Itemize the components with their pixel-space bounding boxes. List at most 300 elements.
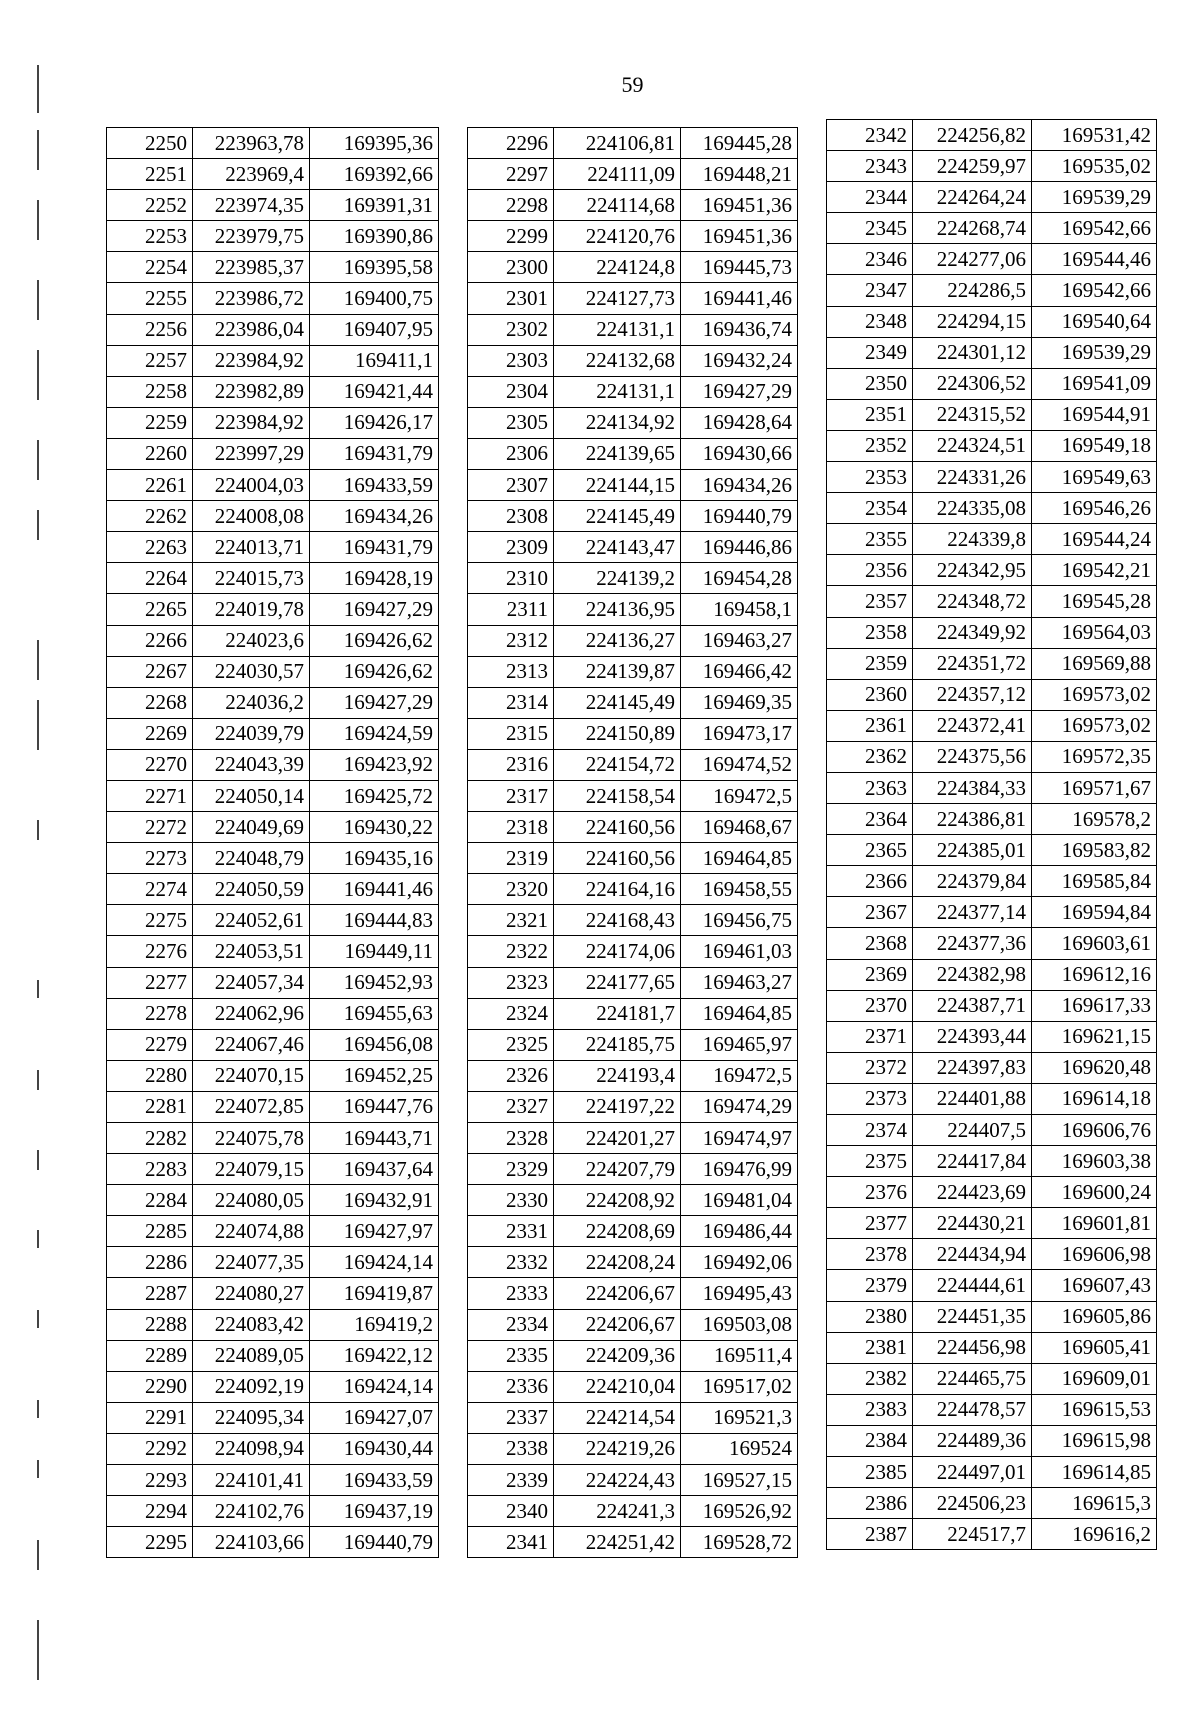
table-row [827,1146,1157,1177]
x-coordinate-cell: 224465,75 [913,1363,1032,1394]
table-row [107,1527,439,1558]
y-coordinate-cell: 169461,03 [681,936,798,967]
y-coordinate-cell: 169426,62 [310,656,439,687]
y-coordinate-cell: 169446,86 [681,532,798,563]
y-coordinate-cell: 169424,14 [310,1371,439,1402]
y-coordinate-cell: 169463,27 [681,625,798,656]
point-number-cell: 2345 [827,213,913,244]
y-coordinate-cell: 169455,63 [310,998,439,1029]
table-row [107,470,439,501]
y-coordinate-cell: 169430,44 [310,1433,439,1464]
point-number-cell: 2384 [827,1425,913,1456]
table-row [107,687,439,718]
x-coordinate-cell: 224506,23 [913,1488,1032,1519]
table-row [827,524,1157,555]
table-row [827,430,1157,461]
x-coordinate-cell: 224417,84 [913,1146,1032,1177]
x-coordinate-cell: 224143,47 [554,532,681,563]
point-number-cell: 2250 [107,128,193,159]
table-row [827,959,1157,990]
y-coordinate-cell: 169605,86 [1032,1301,1157,1332]
table-row [827,462,1157,493]
point-number-cell: 2330 [468,1185,554,1216]
point-number-cell: 2298 [468,190,554,221]
table-row [468,1123,798,1154]
table-row [827,648,1157,679]
table-row [107,1216,439,1247]
table-row [468,843,798,874]
table-row [827,1239,1157,1270]
point-number-cell: 2368 [827,928,913,959]
point-number-cell: 2331 [468,1216,554,1247]
x-coordinate-cell: 224379,84 [913,866,1032,897]
y-coordinate-cell: 169435,16 [310,843,439,874]
y-coordinate-cell: 169456,08 [310,1029,439,1060]
x-coordinate-cell: 224241,3 [554,1496,681,1527]
x-coordinate-cell: 224144,15 [554,470,681,501]
binding-mark [37,200,39,240]
table-row [827,1363,1157,1394]
x-coordinate-cell: 224259,97 [913,151,1032,182]
table-row [107,843,439,874]
point-number-cell: 2352 [827,430,913,461]
y-coordinate-cell: 169444,83 [310,905,439,936]
point-number-cell: 2297 [468,159,554,190]
y-coordinate-cell: 169549,18 [1032,430,1157,461]
point-number-cell: 2261 [107,470,193,501]
point-number-cell: 2339 [468,1465,554,1496]
point-number-cell: 2346 [827,244,913,275]
table-row [827,275,1157,306]
table-row [468,1433,798,1464]
y-coordinate-cell: 169428,19 [310,563,439,594]
table-row [107,998,439,1029]
point-number-cell: 2385 [827,1457,913,1488]
point-number-cell: 2374 [827,1115,913,1146]
point-number-cell: 2349 [827,337,913,368]
x-coordinate-cell: 224015,73 [193,563,310,594]
point-number-cell: 2347 [827,275,913,306]
point-number-cell: 2274 [107,874,193,905]
table-row [827,1519,1157,1550]
x-coordinate-cell: 224030,57 [193,656,310,687]
point-number-cell: 2287 [107,1278,193,1309]
binding-mark [37,280,39,320]
table-row [107,345,439,376]
x-coordinate-cell: 224387,71 [913,990,1032,1021]
point-number-cell: 2380 [827,1301,913,1332]
y-coordinate-cell: 169546,26 [1032,493,1157,524]
x-coordinate-cell: 224385,01 [913,835,1032,866]
point-number-cell: 2270 [107,749,193,780]
y-coordinate-cell: 169424,59 [310,718,439,749]
table-row [827,1425,1157,1456]
x-coordinate-cell: 224201,27 [554,1123,681,1154]
point-number-cell: 2382 [827,1363,913,1394]
y-coordinate-cell: 169527,15 [681,1465,798,1496]
y-coordinate-cell: 169571,67 [1032,772,1157,803]
x-coordinate-cell: 224393,44 [913,1021,1032,1052]
y-coordinate-cell: 169606,98 [1032,1239,1157,1270]
point-number-cell: 2341 [468,1527,554,1558]
point-number-cell: 2361 [827,710,913,741]
x-coordinate-cell: 224013,71 [193,532,310,563]
x-coordinate-cell: 224070,15 [193,1060,310,1091]
y-coordinate-cell: 169544,46 [1032,244,1157,275]
point-number-cell: 2272 [107,812,193,843]
point-number-cell: 2296 [468,128,554,159]
point-number-cell: 2262 [107,501,193,532]
x-coordinate-cell: 224339,8 [913,524,1032,555]
table-row [468,470,798,501]
table-row [827,897,1157,928]
y-coordinate-cell: 169391,31 [310,190,439,221]
x-coordinate-cell: 224124,8 [554,252,681,283]
table-row [468,345,798,376]
point-number-cell: 2379 [827,1270,913,1301]
table-row [107,718,439,749]
x-coordinate-cell: 224451,35 [913,1301,1032,1332]
point-number-cell: 2338 [468,1433,554,1464]
x-coordinate-cell: 224049,69 [193,812,310,843]
x-coordinate-cell: 223986,04 [193,314,310,345]
point-number-cell: 2299 [468,221,554,252]
table-row [107,407,439,438]
x-coordinate-cell: 224158,54 [554,780,681,811]
x-coordinate-cell: 224407,5 [913,1115,1032,1146]
point-number-cell: 2252 [107,190,193,221]
y-coordinate-cell: 169542,66 [1032,275,1157,306]
y-coordinate-cell: 169465,97 [681,1029,798,1060]
x-coordinate-cell: 224210,04 [554,1371,681,1402]
x-coordinate-cell: 224114,68 [554,190,681,221]
x-coordinate-cell: 224384,33 [913,772,1032,803]
y-coordinate-cell: 169617,33 [1032,990,1157,1021]
point-number-cell: 2348 [827,306,913,337]
table-row [107,1496,439,1527]
table-row [827,617,1157,648]
y-coordinate-cell: 169395,58 [310,252,439,283]
table-row [107,812,439,843]
table-row [468,1060,798,1091]
point-number-cell: 2334 [468,1309,554,1340]
table-row [107,283,439,314]
x-coordinate-cell: 224168,43 [554,905,681,936]
point-number-cell: 2301 [468,283,554,314]
table-row [827,586,1157,617]
table-row [827,772,1157,803]
y-coordinate-cell: 169400,75 [310,283,439,314]
y-coordinate-cell: 169425,72 [310,780,439,811]
x-coordinate-cell: 224209,36 [554,1340,681,1371]
x-coordinate-cell: 224377,36 [913,928,1032,959]
table-row [827,120,1157,151]
point-number-cell: 2291 [107,1402,193,1433]
x-coordinate-cell: 224219,26 [554,1433,681,1464]
table-row [468,1496,798,1527]
table-row [468,159,798,190]
y-coordinate-cell: 169517,02 [681,1371,798,1402]
table-row [468,1309,798,1340]
y-coordinate-cell: 169614,18 [1032,1083,1157,1114]
table-row [107,1340,439,1371]
table-row [468,625,798,656]
point-number-cell: 2370 [827,990,913,1021]
point-number-cell: 2335 [468,1340,554,1371]
x-coordinate-cell: 224004,03 [193,470,310,501]
x-coordinate-cell: 223974,35 [193,190,310,221]
x-coordinate-cell: 224160,56 [554,812,681,843]
table-row [827,1115,1157,1146]
x-coordinate-cell: 224036,2 [193,687,310,718]
y-coordinate-cell: 169474,29 [681,1091,798,1122]
y-coordinate-cell: 169468,67 [681,812,798,843]
coordinates-table-1 [106,127,439,1558]
x-coordinate-cell: 224132,68 [554,345,681,376]
table-row [468,656,798,687]
y-coordinate-cell: 169451,36 [681,221,798,252]
point-number-cell: 2355 [827,524,913,555]
y-coordinate-cell: 169535,02 [1032,151,1157,182]
y-coordinate-cell: 169544,91 [1032,399,1157,430]
point-number-cell: 2310 [468,563,554,594]
table-row [107,1247,439,1278]
point-number-cell: 2255 [107,283,193,314]
table-row [107,1060,439,1091]
table-row [107,1185,439,1216]
point-number-cell: 2375 [827,1146,913,1177]
table-row [468,1029,798,1060]
table-row [827,493,1157,524]
table-body [107,128,439,1558]
point-number-cell: 2342 [827,120,913,151]
y-coordinate-cell: 169411,1 [310,345,439,376]
table-row [468,905,798,936]
table-body [468,128,798,1558]
point-number-cell: 2321 [468,905,554,936]
point-number-cell: 2273 [107,843,193,874]
y-coordinate-cell: 169448,21 [681,159,798,190]
x-coordinate-cell: 224478,57 [913,1394,1032,1425]
y-coordinate-cell: 169524 [681,1433,798,1464]
y-coordinate-cell: 169601,81 [1032,1208,1157,1239]
binding-mark [37,350,39,400]
table-body [827,120,1157,1550]
y-coordinate-cell: 169437,64 [310,1154,439,1185]
y-coordinate-cell: 169614,85 [1032,1457,1157,1488]
point-number-cell: 2323 [468,967,554,998]
x-coordinate-cell: 224208,69 [554,1216,681,1247]
x-coordinate-cell: 224348,72 [913,586,1032,617]
y-coordinate-cell: 169526,92 [681,1496,798,1527]
x-coordinate-cell: 224401,88 [913,1083,1032,1114]
binding-mark [37,440,39,480]
table-row [468,190,798,221]
x-coordinate-cell: 224315,52 [913,399,1032,430]
y-coordinate-cell: 169541,09 [1032,368,1157,399]
y-coordinate-cell: 169603,38 [1032,1146,1157,1177]
point-number-cell: 2365 [827,835,913,866]
x-coordinate-cell: 224430,21 [913,1208,1032,1239]
point-number-cell: 2312 [468,625,554,656]
x-coordinate-cell: 224139,65 [554,438,681,469]
table-row [827,866,1157,897]
y-coordinate-cell: 169539,29 [1032,182,1157,213]
point-number-cell: 2366 [827,866,913,897]
point-number-cell: 2278 [107,998,193,1029]
x-coordinate-cell: 224181,7 [554,998,681,1029]
x-coordinate-cell: 224048,79 [193,843,310,874]
y-coordinate-cell: 169578,2 [1032,804,1157,835]
table-row [107,780,439,811]
x-coordinate-cell: 224164,16 [554,874,681,905]
y-coordinate-cell: 169454,28 [681,563,798,594]
x-coordinate-cell: 224080,27 [193,1278,310,1309]
table-row [107,532,439,563]
x-coordinate-cell: 224386,81 [913,804,1032,835]
x-coordinate-cell: 224103,66 [193,1527,310,1558]
point-number-cell: 2317 [468,780,554,811]
y-coordinate-cell: 169472,5 [681,780,798,811]
y-coordinate-cell: 169549,63 [1032,462,1157,493]
x-coordinate-cell: 224160,56 [554,843,681,874]
y-coordinate-cell: 169464,85 [681,998,798,1029]
point-number-cell: 2251 [107,159,193,190]
x-coordinate-cell: 224039,79 [193,718,310,749]
x-coordinate-cell: 224139,2 [554,563,681,594]
y-coordinate-cell: 169456,75 [681,905,798,936]
table-row [107,967,439,998]
y-coordinate-cell: 169573,02 [1032,679,1157,710]
y-coordinate-cell: 169474,52 [681,749,798,780]
y-coordinate-cell: 169392,66 [310,159,439,190]
y-coordinate-cell: 169430,22 [310,812,439,843]
y-coordinate-cell: 169612,16 [1032,959,1157,990]
table-row [827,244,1157,275]
coordinates-table-3 [826,119,1157,1550]
point-number-cell: 2309 [468,532,554,563]
x-coordinate-cell: 224075,78 [193,1123,310,1154]
x-coordinate-cell: 224335,08 [913,493,1032,524]
binding-mark [37,1540,39,1570]
point-number-cell: 2271 [107,780,193,811]
table-row [827,710,1157,741]
x-coordinate-cell: 224251,42 [554,1527,681,1558]
y-coordinate-cell: 169564,03 [1032,617,1157,648]
table-row [107,1123,439,1154]
y-coordinate-cell: 169407,95 [310,314,439,345]
y-coordinate-cell: 169458,55 [681,874,798,905]
y-coordinate-cell: 169540,64 [1032,306,1157,337]
table-row [468,1154,798,1185]
table-row [827,1208,1157,1239]
point-number-cell: 2350 [827,368,913,399]
table-row [468,407,798,438]
table-row [107,221,439,252]
y-coordinate-cell: 169495,43 [681,1278,798,1309]
x-coordinate-cell: 224197,22 [554,1091,681,1122]
table-row [827,368,1157,399]
y-coordinate-cell: 169434,26 [681,470,798,501]
point-number-cell: 2281 [107,1091,193,1122]
y-coordinate-cell: 169422,12 [310,1340,439,1371]
table-row [827,213,1157,244]
binding-mark [37,1620,39,1680]
x-coordinate-cell: 224434,94 [913,1239,1032,1270]
y-coordinate-cell: 169423,92 [310,749,439,780]
point-number-cell: 2322 [468,936,554,967]
point-number-cell: 2276 [107,936,193,967]
table-row [107,594,439,625]
x-coordinate-cell: 224193,4 [554,1060,681,1091]
table-row [827,1488,1157,1519]
x-coordinate-cell: 224092,19 [193,1371,310,1402]
y-coordinate-cell: 169542,66 [1032,213,1157,244]
y-coordinate-cell: 169474,97 [681,1123,798,1154]
table-row [468,1402,798,1433]
table-row [107,1433,439,1464]
x-coordinate-cell: 224095,34 [193,1402,310,1433]
point-number-cell: 2285 [107,1216,193,1247]
x-coordinate-cell: 224131,1 [554,314,681,345]
point-number-cell: 2253 [107,221,193,252]
table-row [827,555,1157,586]
point-number-cell: 2300 [468,252,554,283]
table-row [468,1091,798,1122]
x-coordinate-cell: 224154,72 [554,749,681,780]
point-number-cell: 2329 [468,1154,554,1185]
point-number-cell: 2280 [107,1060,193,1091]
x-coordinate-cell: 224306,52 [913,368,1032,399]
point-number-cell: 2387 [827,1519,913,1550]
x-coordinate-cell: 223997,29 [193,438,310,469]
x-coordinate-cell: 224089,05 [193,1340,310,1371]
point-number-cell: 2378 [827,1239,913,1270]
point-number-cell: 2336 [468,1371,554,1402]
y-coordinate-cell: 169433,59 [310,470,439,501]
y-coordinate-cell: 169447,76 [310,1091,439,1122]
x-coordinate-cell: 224050,14 [193,780,310,811]
point-number-cell: 2279 [107,1029,193,1060]
binding-mark [37,65,39,113]
point-number-cell: 2316 [468,749,554,780]
y-coordinate-cell: 169427,29 [310,594,439,625]
table-row [107,128,439,159]
point-number-cell: 2266 [107,625,193,656]
point-number-cell: 2381 [827,1332,913,1363]
table-row [107,501,439,532]
table-row [468,718,798,749]
y-coordinate-cell: 169492,06 [681,1247,798,1278]
point-number-cell: 2372 [827,1052,913,1083]
y-coordinate-cell: 169432,24 [681,345,798,376]
y-coordinate-cell: 169594,84 [1032,897,1157,928]
y-coordinate-cell: 169620,48 [1032,1052,1157,1083]
y-coordinate-cell: 169469,35 [681,687,798,718]
y-coordinate-cell: 169431,79 [310,532,439,563]
table-row [827,1270,1157,1301]
x-coordinate-cell: 224517,7 [913,1519,1032,1550]
table-row [827,835,1157,866]
y-coordinate-cell: 169427,07 [310,1402,439,1433]
x-coordinate-cell: 224174,06 [554,936,681,967]
x-coordinate-cell: 224101,41 [193,1465,310,1496]
point-number-cell: 2314 [468,687,554,718]
point-number-cell: 2295 [107,1527,193,1558]
x-coordinate-cell: 224456,98 [913,1332,1032,1363]
table-row [827,1332,1157,1363]
table-row [827,337,1157,368]
